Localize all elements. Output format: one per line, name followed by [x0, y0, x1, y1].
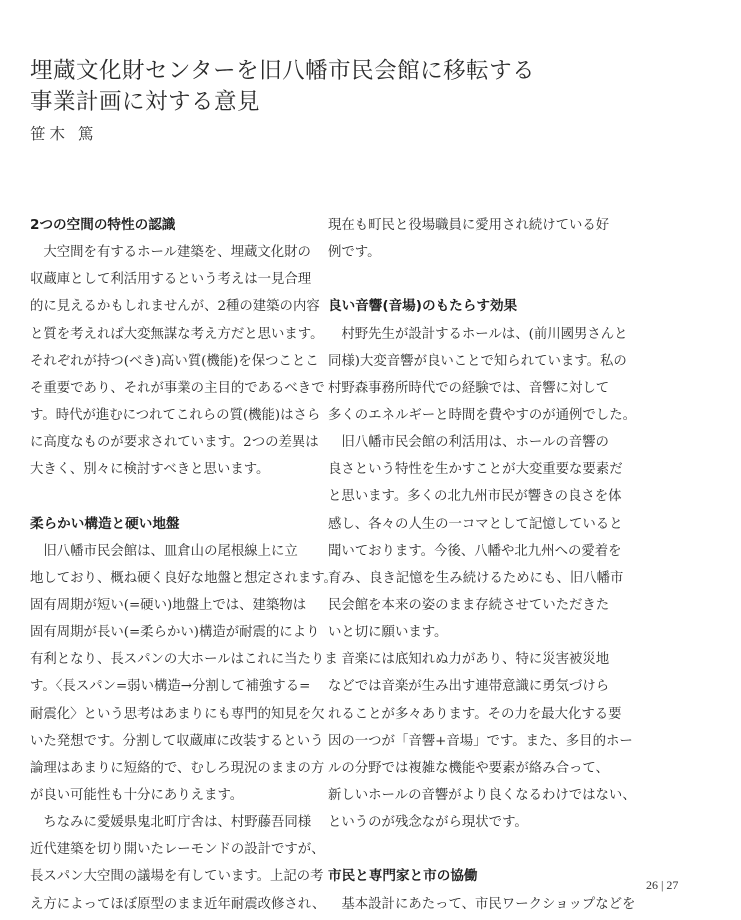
text-line: 長スパン大空間の議場を有しています。上記の考 — [30, 869, 324, 885]
text-line: 現在も町民と役場職員に愛用され続けている好 — [328, 218, 610, 233]
body-column-right — [328, 212, 636, 918]
text-line: 的に見えるかもしれませんが、2種の建築の内容 — [30, 299, 320, 315]
text-line: 多くのエネルギーと時間を費やすのが通例でした。 — [328, 407, 636, 423]
text-line: と質を考えれば大変無謀な考え方だと思います。 — [30, 326, 324, 342]
article-title-line: 埋蔵文化財センターを旧八幡市民会館に移転する — [30, 58, 536, 84]
text-line: 大きく、別々に検討すべきと思います。 — [30, 462, 270, 478]
text-line: 民会館を本来の姿のまま存続させていただきた — [328, 597, 610, 613]
paragraph-gap — [30, 483, 315, 510]
text-line: 耐震化〉という思考はあまりにも専門的知見を欠 — [30, 706, 325, 722]
text-line: 因の一つが「音響+音場」です。また、多目的ホー — [328, 733, 633, 749]
text-line: す。〈長スパン=弱い構造→分割して補強する= — [30, 679, 311, 695]
text-line: 論理はあまりに短絡的で、むしろ現況のままの方 — [30, 760, 325, 776]
text-line: 基本設計にあたって、市民ワークショップなどを — [328, 896, 636, 912]
text-line: 村野森事務所時代での経験では、音響に対して — [328, 380, 610, 396]
text-line: ちなみに愛媛県鬼北町庁舎は、村野藤吾同様 — [30, 815, 312, 831]
text-line: 聞いております。今後、八幡や北九州への愛着を — [328, 543, 622, 559]
section-heading: 良い音響(音場)のもたらす効果 — [328, 298, 518, 315]
section-heading: 柔らかい構造と硬い地盤 — [30, 515, 180, 532]
text-line: 有利となり、長スパンの大ホールはこれに当たりま — [30, 652, 338, 668]
article-title-line: 事業計画に対する意見 — [30, 89, 261, 115]
paragraph-gap — [328, 836, 613, 863]
text-line: 旧八幡市民会館の利活用は、ホールの音響の — [328, 435, 609, 451]
text-line: 地しており、概ね硬く良好な地盤と想定されます。 — [30, 570, 337, 586]
section-heading: 市民と専門家と市の協働 — [328, 868, 478, 885]
text-line: 感し、各々の人生の一コマとして記憶していると — [328, 516, 623, 532]
text-line: 良さという特性を生かすことが大変重要な要素だ — [328, 462, 623, 478]
text-line: 同様)大変音響が良いことで知られています。私の — [328, 353, 627, 369]
text-line: 音楽には底知れぬ力があり、特に災害被災地 — [328, 652, 610, 668]
text-line: そ重要であり、それが事業の主目的であるべきで — [30, 380, 325, 396]
paragraph-gap — [328, 266, 613, 293]
text-line: などでは音楽が生み出す連帯意識に勇気づけら — [328, 679, 610, 695]
text-line: 固有周期が長い(=柔らかい)構造が耐震的により — [30, 625, 320, 641]
text-line: と思います。多くの北九州市民が響きの良さを体 — [328, 489, 622, 505]
text-line: というのが残念ながら現状です。 — [328, 815, 528, 831]
page-numbers: 26 | 27 — [646, 878, 679, 892]
text-line: 収蔵庫として利活用するという考えは一見合理 — [30, 272, 312, 288]
author-name: 笹木 篤 — [30, 125, 98, 143]
text-line: す。時代が進むにつれてこれらの質(機能)はさら — [30, 407, 321, 423]
text-line: いた発想です。分割して収蔵庫に改装するという — [30, 733, 324, 749]
text-line: が良い可能性も十分にありえます。 — [30, 787, 244, 803]
body-column-left — [30, 212, 338, 918]
text-line: 大空間を有するホール建築を、埋蔵文化財の — [30, 245, 311, 261]
article-title — [30, 56, 535, 118]
text-line: それぞれが持つ(べき)高い質(機能)を保つことこ — [30, 353, 319, 369]
text-line: れることが多々あります。その力を最大化する要 — [328, 706, 622, 722]
text-line: 旧八幡市民会館は、皿倉山の尾根線上に立 — [30, 543, 298, 559]
section-heading: 2つの空間の特性の認識 — [30, 217, 176, 233]
text-line: 育み、良き記憶を生み続けるためにも、旧八幡市 — [328, 570, 624, 586]
text-line: に高度なものが要求されています。2つの差異は — [30, 435, 319, 451]
text-line: え方によってほぼ原型のまま近年耐震改修され、 — [30, 896, 326, 912]
text-line: 近代建築を切り開いたレーモンドの設計ですが、 — [30, 842, 325, 858]
text-line: ルの分野では複雑な機能や要素が絡み合って、 — [328, 760, 609, 776]
text-line: いと切に願います。 — [328, 625, 448, 641]
text-line: 固有周期が短い(=硬い)地盤上では、建築物は — [30, 597, 307, 613]
text-line: 新しいホールの音響がより良くなるわけではない、 — [328, 787, 636, 803]
text-line: 例です。 — [328, 245, 381, 261]
text-line: 村野先生が設計するホールは、(前川國男さんと — [328, 326, 628, 342]
